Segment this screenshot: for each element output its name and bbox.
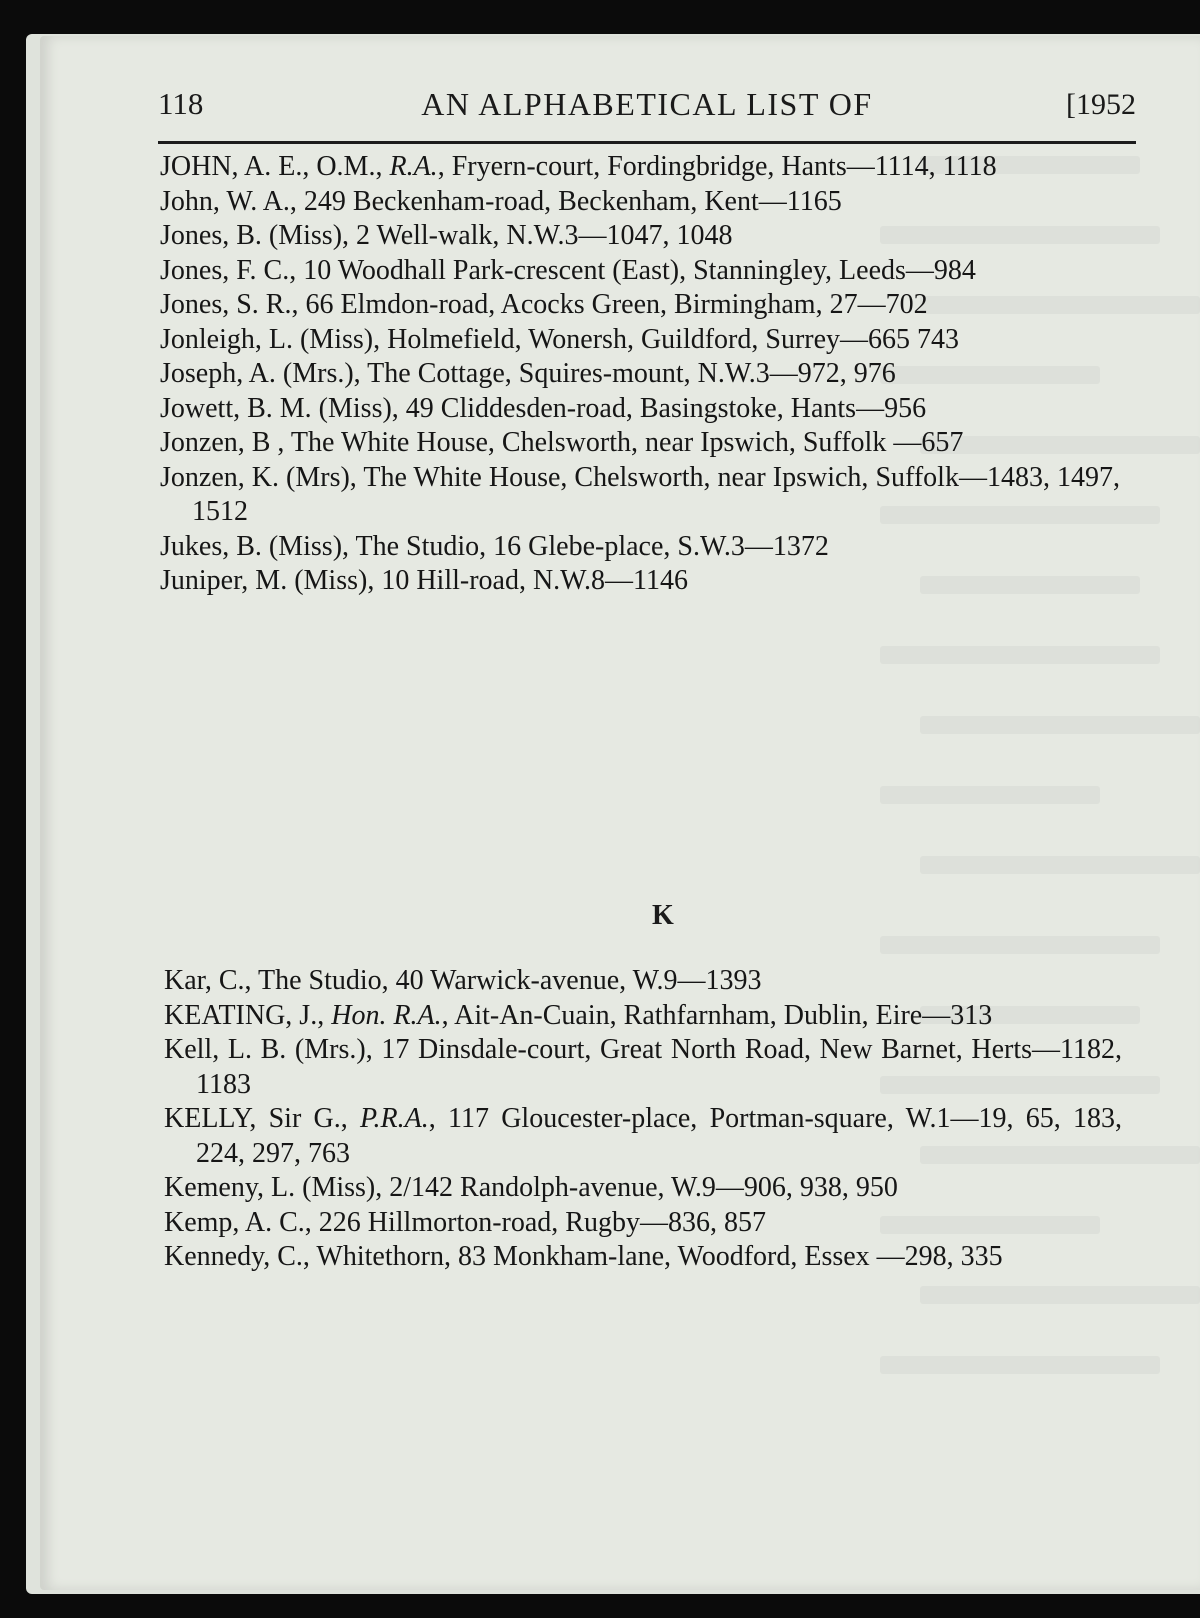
list-item: Jonleigh, L. (Miss), Holmefield, Wonersh, Guildford, Surrey—665 743 — [160, 323, 960, 355]
list-item: KEATING, J., Hon. R.A., Ait-An-Cuain, Rathfarnham, Dublin, Eire—313 — [164, 999, 993, 1031]
header-rule — [158, 141, 1136, 144]
list-item: Joseph, A. (Mrs.), The Cottage, Squires-mount, N.W.3—972, 976 — [160, 358, 896, 389]
show-through-line — [920, 716, 1200, 734]
show-through-line — [880, 786, 1100, 804]
page-number: 118 — [158, 86, 204, 121]
show-through-line — [920, 1286, 1200, 1304]
show-through-line — [880, 1356, 1160, 1374]
running-title: AN ALPHABETICAL LIST OF — [421, 86, 873, 122]
list-item: Jones, B. (Miss), 2 Well-walk, N.W.3—1047, 1048 — [160, 220, 733, 251]
list-item: Jonzen, B , The White House, Chelsworth, near Ipswich, Suffolk —657 — [160, 427, 964, 458]
list-item: Jukes, B. (Miss), The Studio, 16 Glebe-place, S.W.3—1372 — [160, 530, 829, 562]
list-item: Juniper, M. (Miss), 10 Hill-road, N.W.8—1146 — [160, 565, 688, 596]
list-item: Kemp, A. C., 226 Hillmorton-road, Rugby—836, 857 — [164, 1206, 766, 1238]
list-item: Kennedy, C., Whitethorn, 83 Monkham-lane, Woodford, Essex —298, 335 — [164, 1241, 1003, 1272]
list-item: Kar, C., The Studio, 40 Warwick-avenue, W.9—1393 — [164, 965, 762, 996]
list-item: Jones, F. C., 10 Woodhall Park-crescent (East), Stanningley, Leeds—984 — [160, 254, 976, 286]
entries-k-list — [164, 964, 1122, 1275]
show-through-line — [880, 936, 1160, 954]
list-item: Jonzen, K. (Mrs), The White House, Chelsworth, near Ipswich, Suffolk—1483, 1497, 1512 — [160, 461, 1120, 527]
list-item: John, W. A., 249 Beckenham-road, Beckenham, Kent—1165 — [160, 185, 842, 217]
list-item: Kemeny, L. (Miss), 2/142 Randolph-avenue, W.9—906, 938, 950 — [164, 1172, 898, 1203]
entries-j-list — [160, 150, 1120, 599]
show-through-line — [920, 856, 1200, 874]
list-item: Jowett, B. M. (Miss), 49 Cliddesden-road, Basingstoke, Hants—956 — [160, 392, 927, 424]
list-item: Kell, L. B. (Mrs.), 17 Dinsdale-court, Great North Road, New Barnet, Herts—1182, 1183 — [164, 1034, 1122, 1100]
year-label: [1952 — [1066, 88, 1136, 121]
page-header — [158, 86, 1136, 136]
list-item: KELLY, Sir G., P.R.A., 117 Gloucester-place, Portman-square, W.1—19, 65, 183, 224, 297, 763 — [164, 1103, 1122, 1169]
show-through-line — [880, 646, 1160, 664]
list-item: Jones, S. R., 66 Elmdon-road, Acocks Green, Birmingham, 27—702 — [160, 289, 928, 320]
section-letter: K — [652, 900, 674, 931]
list-item: JOHN, A. E., O.M., R.A., Fryern-court, Fordingbridge, Hants—1114, 1118 — [160, 151, 997, 182]
